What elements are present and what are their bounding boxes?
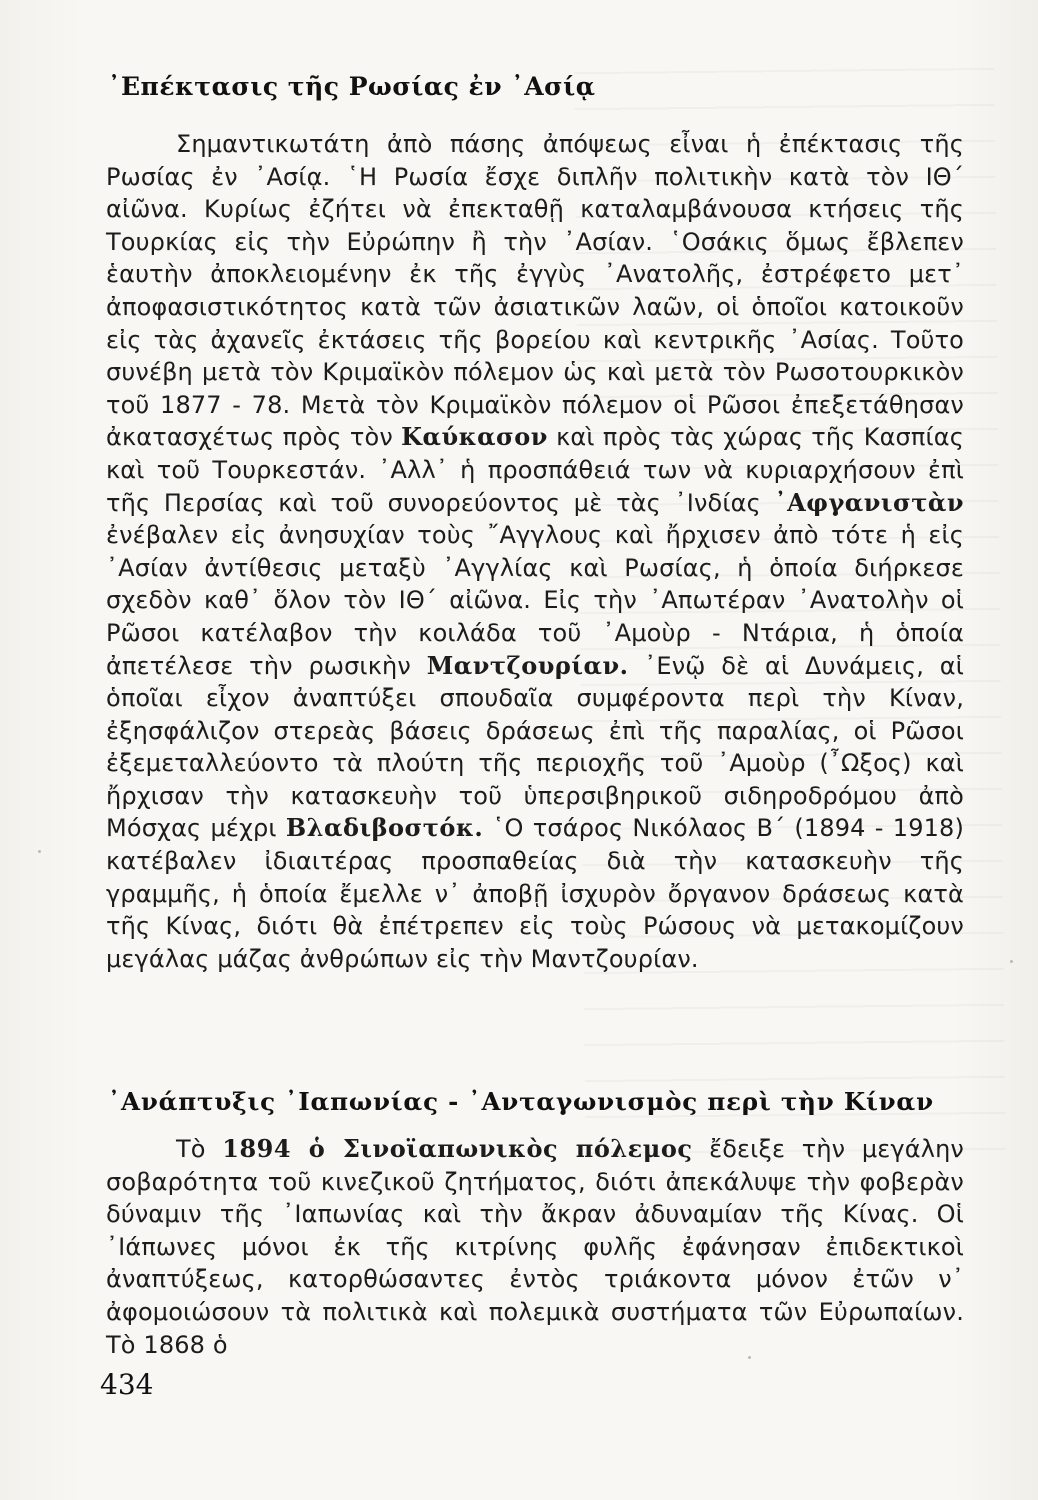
text-run: Τὸ bbox=[176, 1135, 223, 1163]
bold-term-sino-japanese-war: 1894 ὁ Σινοϊαπωνικὸς πόλεμος bbox=[222, 1134, 693, 1163]
margin-speck bbox=[38, 850, 41, 853]
bold-term-manchuria: Μαντζουρίαν. bbox=[426, 650, 629, 680]
text-run: καὶ πρὸς τὰς χώρας τῆς Κασπίας καὶ τοῦ Τουρκεστάν. ᾿Αλλ᾿ ἡ προσπάθειά των νὰ κυριαρχήσουν ἐπὶ τῆς Περσίας καὶ τοῦ συνορεύοντος μὲ τὰς ᾿Ινδίας bbox=[106, 423, 964, 517]
bold-term-vladivostok: Βλαδιβοστόκ. bbox=[285, 813, 484, 843]
page-number: 434 bbox=[100, 1368, 154, 1401]
text-run: Σημαντικωτάτη ἀπὸ πάσης ἀπόψεως εἶναι ἡ ἐπέκτασις τῆς Ρωσίας ἐν ᾿Ασίᾳ. ῾Η Ρωσία ἔσχε διπλῆν πολιτικὴν κατὰ τὸν ΙΘ´ αἰῶνα. Κυρίως ἐζήτει νὰ ἐπεκταθῇ καταλαμβάνουσα κτήσεις τῆς Τουρκίας εἰς τὴν Εὐρώπην ἢ τὴν ᾿Ασίαν. ῾Οσάκις ὅμως ἔβλεπεν ἑαυτὴν ἀποκλειομένην ἐκ τῆς ἐγγὺς ᾿Ανατολῆς, ἐστρέφετο μετ᾿ ἀποφασιστικότητος κατὰ τῶν ἀσιατικῶν λαῶν, οἱ ὁποῖοι κατοικοῦν εἰς τὰς ἀχανεῖς ἐκτάσεις τῆς βορείου καὶ κεντρικῆς ᾿Ασίας. Τοῦτο συνέβη μετὰ τὸν Κριμαϊκὸν πόλεμον ὡς καὶ μετὰ τὸν Ρωσοτουρκικὸν τοῦ 1877 - 78. Μετὰ τὸν Κριμαϊκὸν πόλεμον οἱ Ρῶσοι ἐπεξετάθησαν ἀκατασχέτως πρὸς τὸν bbox=[106, 130, 964, 452]
text-run: ἔδειξε τὴν μεγάλην σοβαρότητα τοῦ κινεζικοῦ ζητήματος, διότι ἀπεκάλυψε τὴν φοβερὰν δύναμιν τῆς ᾿Ιαπωνίας καὶ τὴν ἄκραν ἀδυναμίαν τῆς Κίνας. Οἱ ᾿Ιάπωνες μόνοι ἐκ τῆς κιτρίνης φυλῆς ἐφάνησαν ἐπιδεκτικοὶ ἀναπτύξεως, κατορθώσαντες ἐντὸς τριάκοντα μόνον ἐτῶν ν᾿ ἀφομοιώσουν τὰ πολιτικὰ καὶ πολεμικὰ συστήματα τῶν Εὐρωπαίων. Τὸ 1868 ὁ bbox=[106, 1135, 964, 1359]
bold-term-afghanistan: ᾿Αφγανιστὰν bbox=[774, 487, 964, 517]
section-heading-japan-development: ᾿Ανάπτυξις ᾿Ιαπωνίας - ᾿Ανταγωνισμὸς περὶ τὴν Κίναν bbox=[108, 1087, 934, 1116]
text-run: ῾Ο τσάρος Νικόλαος Β´ (1894 - 1918) κατέβαλεν ἰδιαιτέρας προσπαθείας διὰ τὴν κατασκευὴν τῆς γραμμῆς, ἡ ὁποία ἔμελλε ν᾿ ἀποβῇ ἰσχυρὸν ὄργανον δράσεως κατὰ τῆς Κίνας, διότι θὰ ἐπέτρεπεν εἰς τοὺς Ρώσους νὰ μετακομίζουν μεγάλας μάζας ἀνθρώπων εἰς τὴν Μαντζουρίαν. bbox=[106, 814, 964, 973]
bold-term-caucasus: Καύκασον bbox=[401, 422, 548, 452]
text-run: ᾿Ενῷ δὲ αἱ Δυνάμεις, αἱ ὁποῖαι εἶχον ἀναπτύξει σπουδαῖα συμφέροντα περὶ τὴν Κίναν, ἐξησφάλιζον στερεὰς βάσεις δράσεως ἐπὶ τῆς παραλίας, οἱ Ρῶσοι ἐξεμεταλλεύοντο τὰ πλούτη τῆς περιοχῆς τοῦ ᾿Αμοὺρ (῏Ωξος) καὶ ἤρχισαν τὴν κατασκευὴν τοῦ ὑπερσιβηρικοῦ σιδηροδρόμου ἀπὸ Μόσχας μέχρι bbox=[106, 651, 965, 843]
margin-speck bbox=[748, 1356, 751, 1359]
margin-speck bbox=[1010, 960, 1013, 963]
text-run: ἐνέβαλεν εἰς ἀνησυχίαν τοὺς ῎Αγγλους καὶ ἤρχισεν ἀπὸ τότε ἡ εἰς ᾿Ασίαν ἀντίθεσις μεταξὺ ᾿Αγγλίας καὶ Ρωσίας, ἡ ὁποία διήρκεσε σχεδὸν καθ᾿ ὅλον τὸν ΙΘ´ αἰῶνα. Εἰς τὴν ᾿Απωτέραν ᾿Ανατολὴν οἱ Ρῶσοι κατέλαβον τὴν κοιλάδα τοῦ ᾿Αμοὺρ - Ντάρια, ἡ ὁποία ἀπετέλεσε τὴν ρωσικὴν bbox=[106, 521, 964, 680]
paragraph-russia-asia bbox=[106, 128, 964, 975]
paragraph-japan bbox=[106, 1133, 964, 1361]
section-heading-russia-asia: ᾿Επέκτασις τῆς Ρωσίας ἐν ᾿Ασίᾳ bbox=[108, 72, 596, 101]
